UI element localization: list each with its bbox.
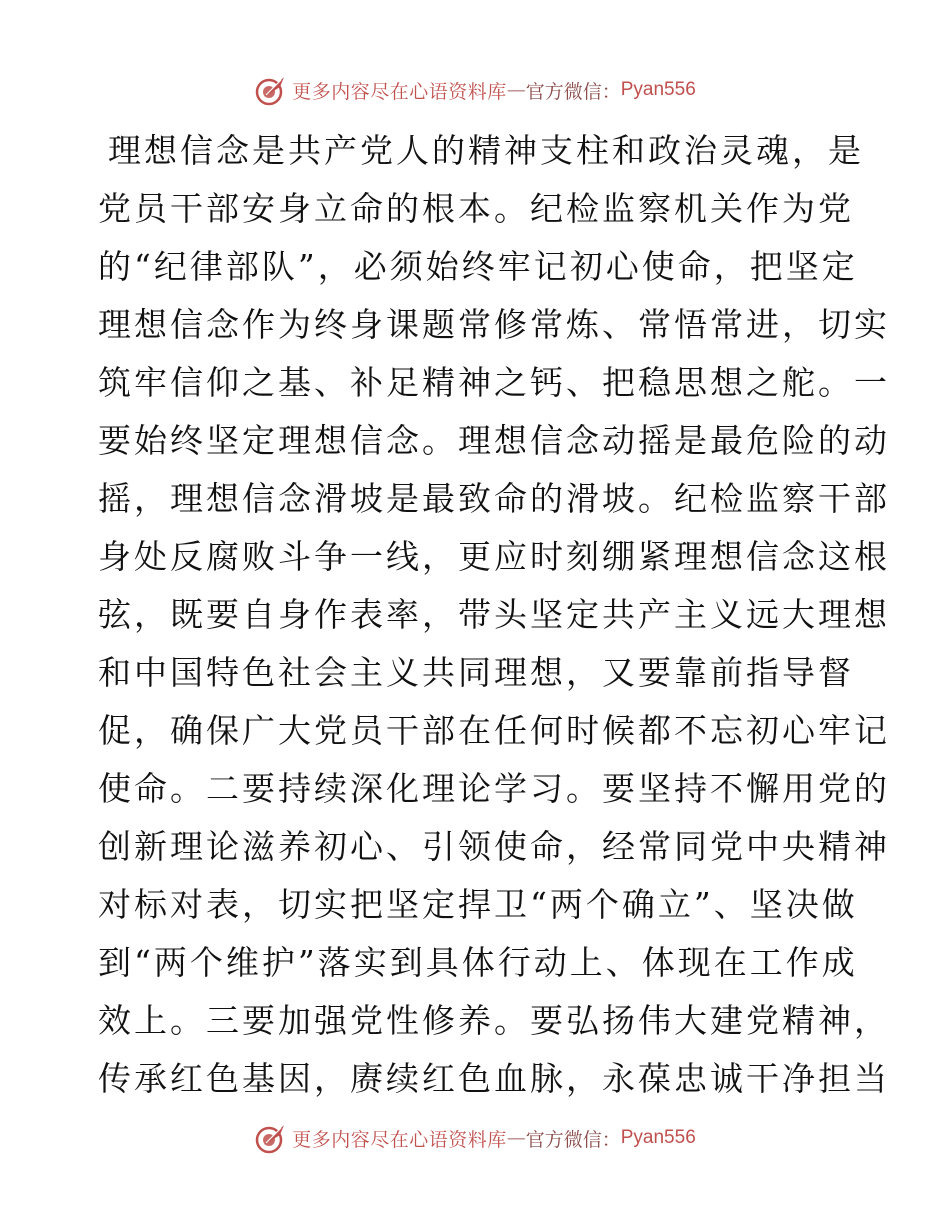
header-banner xyxy=(0,70,950,110)
body-line: 和中国特色社会主义共同理想，又要靠前指导督 xyxy=(98,653,854,692)
banner-separator: — xyxy=(506,79,526,101)
document-body xyxy=(98,122,890,1108)
body-line: 党员干部安身立命的根本。纪检监察机关作为党 xyxy=(98,189,854,228)
body-line: 传承红色基因，赓续红色血脉，永葆忠诚干净担当 xyxy=(98,1059,890,1098)
body-line: 身处反腐败斗争一线，更应时刻绷紧理想信念这根 xyxy=(98,537,890,576)
quill-logo-icon xyxy=(254,73,288,107)
body-line: 创新理论滋养初心、引领使命，经常同党中央精神 xyxy=(98,827,890,866)
banner-separator: — xyxy=(506,1127,526,1149)
footer-banner xyxy=(0,1118,950,1158)
body-line: 摇，理想信念滑坡是最致命的滑坡。纪检监察干部 xyxy=(98,479,890,518)
body-line: 理想信念作为终身课题常修常炼、常悟常进，切实 xyxy=(98,305,890,344)
body-line: 弦，既要自身作表率，带头坚定共产主义远大理想 xyxy=(98,595,890,634)
body-line: 筑牢信仰之基、补足精神之钙、把稳思想之舵。一 xyxy=(98,363,890,402)
banner-wechat-id: Pyan556 xyxy=(620,79,696,100)
body-line: 的“纪律部队”，必须始终牢记初心使命，把坚定 xyxy=(98,247,858,286)
body-line: 促，确保广大党员干部在任何时候都不忘初心牢记 xyxy=(98,711,890,750)
banner-main-text: 更多内容尽在心语资料库 xyxy=(292,80,507,103)
body-line: 使命。二要持续深化理论学习。要坚持不懈用党的 xyxy=(98,769,890,808)
body-line: 要始终坚定理想信念。理想信念动摇是最危险的动 xyxy=(98,421,890,460)
body-line: 对标对表，切实把坚定捍卫“两个确立”、坚决做 xyxy=(98,885,858,924)
banner-official-label: 官方微信： xyxy=(525,1128,621,1151)
body-line: 到“两个维护”落实到具体行动上、体现在工作成 xyxy=(98,943,858,982)
body-line: 理想信念是共产党人的精神支柱和政治灵魂，是 xyxy=(108,131,864,170)
banner-main-text: 更多内容尽在心语资料库 xyxy=(292,1128,507,1151)
quill-logo-icon xyxy=(254,1121,288,1155)
body-line: 效上。三要加强党性修养。要弘扬伟大建党精神， xyxy=(98,1001,890,1040)
banner-official-label: 官方微信： xyxy=(525,80,621,103)
banner-wechat-id: Pyan556 xyxy=(620,1127,696,1148)
